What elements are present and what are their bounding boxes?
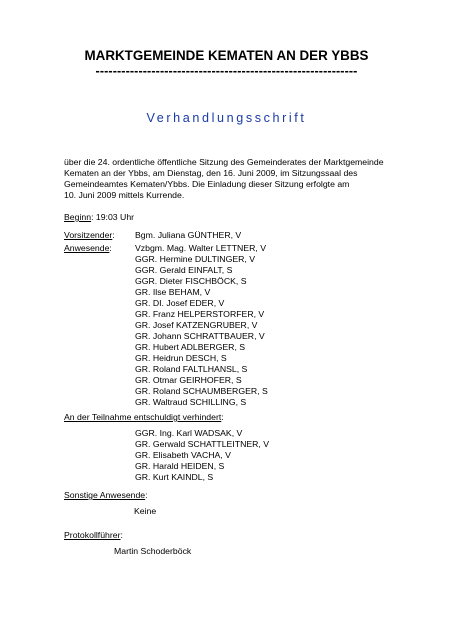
vorsitz-row: Vorsitzender: (64, 230, 115, 240)
sonstige-label: Sonstige Anwesende (64, 490, 146, 500)
list-item: GR. Heidrun DESCH, S (135, 353, 227, 363)
list-item: GR. Johann SCHRATTBAUER, V (135, 331, 265, 341)
entschuldigt-row: An der Teilnahme entschuldigt verhindert: (64, 412, 224, 422)
list-item: GGR. Dieter FISCHBÖCK, S (135, 276, 247, 286)
document-subtitle: Verhandlungsschrift (146, 111, 307, 125)
entschuldigt-label: An der Teilnahme entschuldigt verhindert (64, 412, 222, 422)
anwesende-list (135, 243, 268, 408)
protokoll-row: Protokollführer: (64, 530, 123, 540)
list-item: GR. Gerwald SCHATTLEITNER, V (135, 439, 270, 449)
list-item: GR. Roland FALTLHANSL, S (135, 364, 248, 374)
vorsitz-value: Bgm. Juliana GÜNTHER, V (135, 230, 242, 240)
list-item: GGR. Gerald EINFALT, S (135, 265, 233, 275)
list-item: GR. Franz HELPERSTORFER, V (135, 309, 265, 319)
beginn-label: Beginn (64, 212, 92, 222)
list-item: GR. Kurt KAINDL, S (135, 472, 214, 482)
list-item: GR. Waltraud SCHILLING, S (135, 397, 247, 407)
anwesende-label: Anwesende (64, 243, 110, 253)
anwesende-row: Anwesende: (64, 243, 112, 253)
vorsitz-label: Vorsitzender (64, 230, 113, 240)
entschuldigt-list (135, 428, 269, 483)
list-item: GR. Josef KATZENGRUBER, V (135, 320, 258, 330)
intro-paragraph (64, 157, 394, 201)
beginn-value: 19:03 Uhr (95, 212, 135, 222)
protokoll-value: Martin Schoderböck (114, 546, 192, 556)
list-item: GR. Otmar GEIRHOFER, S (135, 375, 242, 385)
intro-line: über die 24. ordentliche öffentliche Sitzung des Gemeinderates der Marktgemeinde (64, 157, 384, 167)
list-item: GGR. Hermine DULTINGER, V (135, 254, 256, 264)
intro-line: Gemeindeamtes Kematen/Ybbs. Die Einladung dieser Sitzung erfolgte am (64, 179, 350, 189)
sonstige-row: Sonstige Anwesende: (64, 490, 148, 500)
intro-line: 10. Juni 2009 mittels Kurrende. (64, 190, 185, 200)
list-item: GR. Ilse BEHAM, V (135, 287, 211, 297)
municipality-title: MARKTGEMEINDE KEMATEN AN DER YBBS (84, 48, 369, 63)
list-item: GR. Harald HEIDEN, S (135, 461, 225, 471)
list-item: GR. Elisabeth VACHA, V (135, 450, 231, 460)
protokoll-label: Protokollführer (64, 530, 121, 540)
title-separator: ------------------------------------------------------------- (95, 64, 358, 78)
beginn-row: Beginn: 19:03 Uhr (64, 212, 135, 222)
list-item: GR. DI. Josef EDER, V (135, 298, 225, 308)
list-item: Vzbgm. Mag. Walter LETTNER, V (135, 243, 266, 253)
sonstige-value: Keine (134, 506, 157, 516)
list-item: GR. Roland SCHAUMBERGER, S (135, 386, 268, 396)
list-item: GR. Hubert ADLBERGER, S (135, 342, 246, 352)
list-item: GGR. Ing. Karl WADSAK, V (135, 428, 243, 438)
intro-line: Kematen an der Ybbs, am Dienstag, den 16. Juni 2009, im Sitzungssaal des (64, 168, 358, 178)
